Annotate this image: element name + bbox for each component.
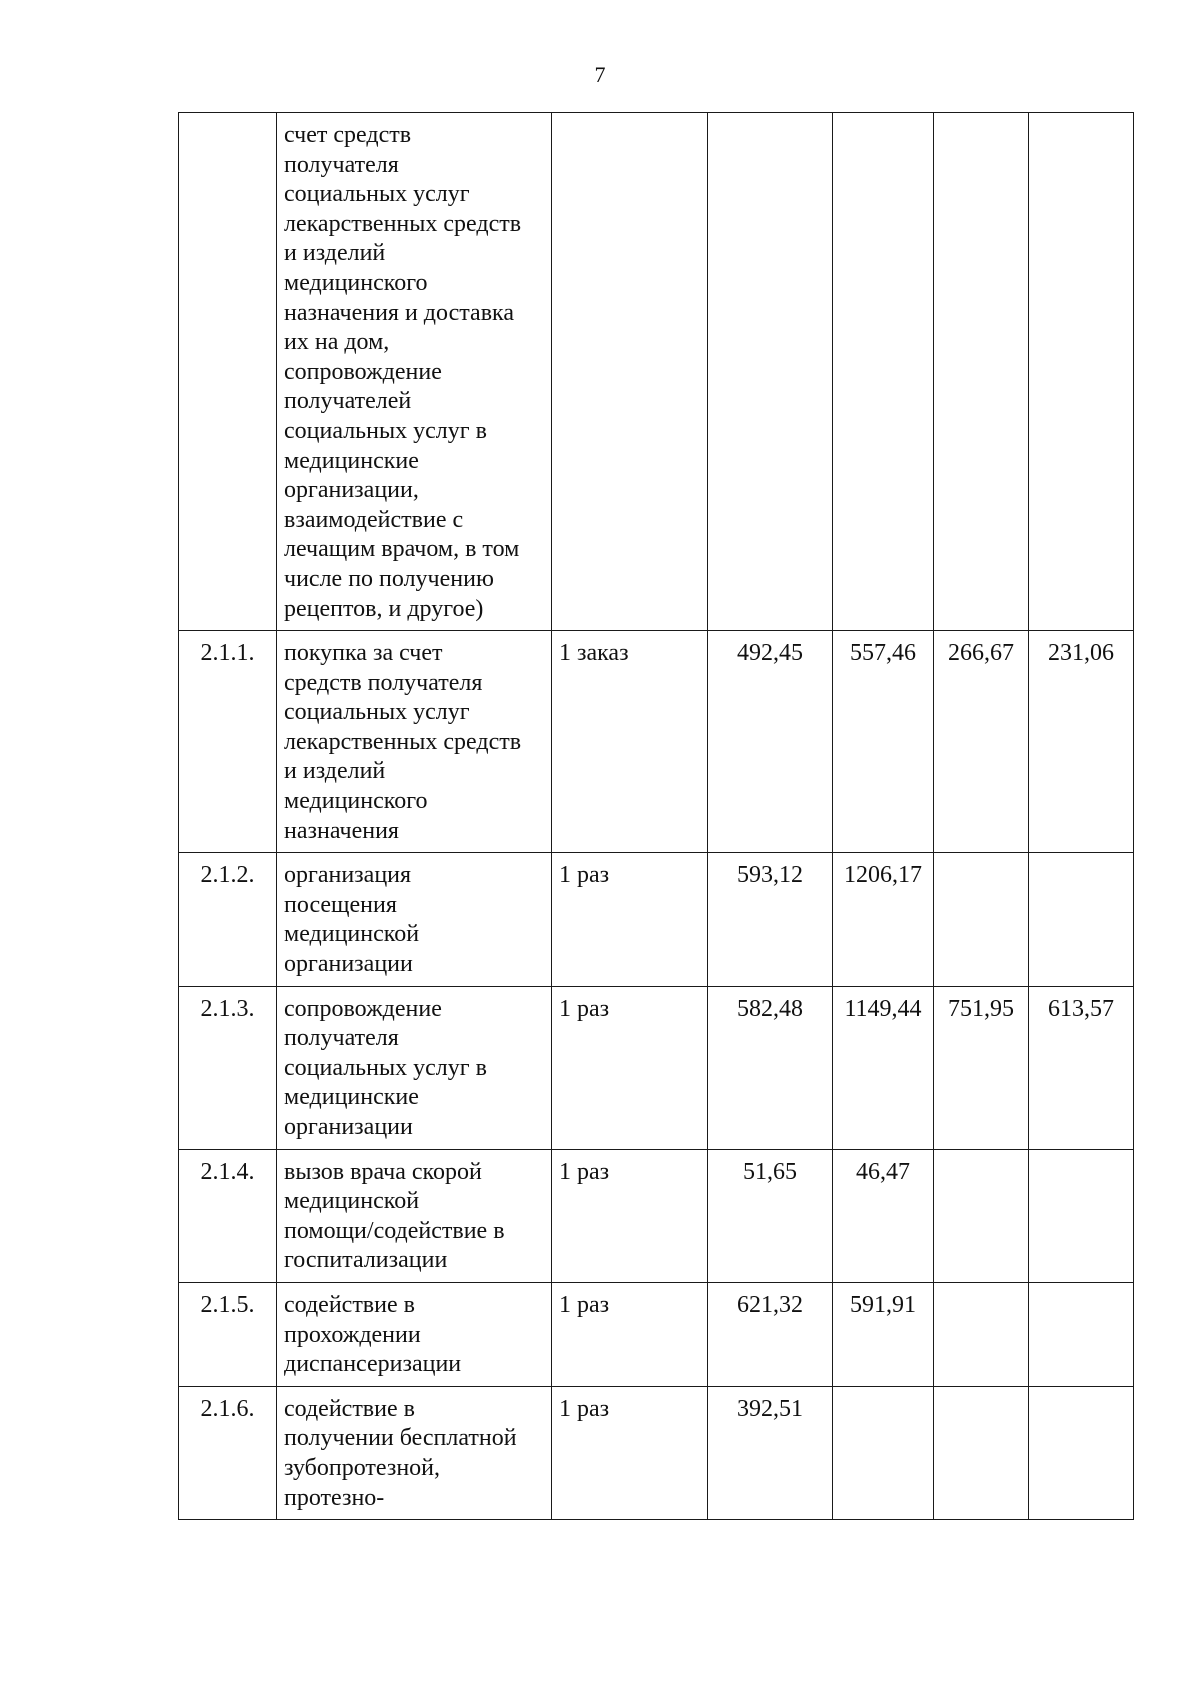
value-cell-3 [934,1149,1029,1282]
value-cell-1: 621,32 [708,1282,833,1386]
service-number-cell: 2.1.4. [179,1149,277,1282]
value-cell-1: 392,51 [708,1386,833,1519]
value-cell-2: 591,91 [833,1282,934,1386]
value-cell-2 [833,113,934,631]
service-name-cell: счет средств получателя социальных услуг лекарственных средств и изделий медицинского назначения и доставка их на дом, сопровождение получателей социальных услуг в медицинские организации, взаимодействие с лечащим врачом, в том числе по получению рецептов, и другое) [277,113,552,631]
value-cell-1: 593,12 [708,853,833,986]
services-tariff-table [178,112,1134,1520]
value-cell-4 [1029,1386,1134,1519]
service-number-cell: 2.1.6. [179,1386,277,1519]
table-row [179,853,1134,986]
value-cell-1: 582,48 [708,986,833,1149]
service-name-cell: содействие в прохождении диспансеризации [277,1282,552,1386]
table-row [179,113,1134,631]
value-cell-1 [708,113,833,631]
table-row [179,1282,1134,1386]
value-cell-2: 557,46 [833,631,934,853]
value-cell-2: 1206,17 [833,853,934,986]
unit-cell: 1 раз [552,986,708,1149]
service-name-cell: сопровождение получателя социальных услуг в медицинские организации [277,986,552,1149]
service-name-cell: содействие в получении бесплатной зубопротезной, протезно- [277,1386,552,1519]
service-number-cell: 2.1.3. [179,986,277,1149]
page-number: 7 [594,62,606,87]
unit-cell: 1 раз [552,853,708,986]
table-row [179,1149,1134,1282]
table-row [179,986,1134,1149]
unit-cell: 1 раз [552,1282,708,1386]
value-cell-3 [934,1282,1029,1386]
value-cell-4: 231,06 [1029,631,1134,853]
service-number-cell: 2.1.5. [179,1282,277,1386]
service-name-cell: организация посещения медицинской организации [277,853,552,986]
value-cell-4 [1029,853,1134,986]
value-cell-3 [934,113,1029,631]
value-cell-4 [1029,1149,1134,1282]
value-cell-3 [934,1386,1029,1519]
unit-cell: 1 раз [552,1386,708,1519]
service-number-cell: 2.1.1. [179,631,277,853]
value-cell-1: 492,45 [708,631,833,853]
value-cell-1: 51,65 [708,1149,833,1282]
value-cell-4: 613,57 [1029,986,1134,1149]
value-cell-2 [833,1386,934,1519]
value-cell-3: 266,67 [934,631,1029,853]
service-number-cell [179,113,277,631]
table-row [179,631,1134,853]
value-cell-4 [1029,113,1134,631]
service-number-cell: 2.1.2. [179,853,277,986]
unit-cell [552,113,708,631]
service-name-cell: вызов врача скорой медицинской помощи/содействие в госпитализации [277,1149,552,1282]
value-cell-2: 46,47 [833,1149,934,1282]
unit-cell: 1 раз [552,1149,708,1282]
value-cell-3 [934,853,1029,986]
table-row [179,1386,1134,1519]
value-cell-4 [1029,1282,1134,1386]
value-cell-2: 1149,44 [833,986,934,1149]
service-name-cell: покупка за счет средств получателя социальных услуг лекарственных средств и изделий медицинского назначения [277,631,552,853]
unit-cell: 1 заказ [552,631,708,853]
value-cell-3: 751,95 [934,986,1029,1149]
